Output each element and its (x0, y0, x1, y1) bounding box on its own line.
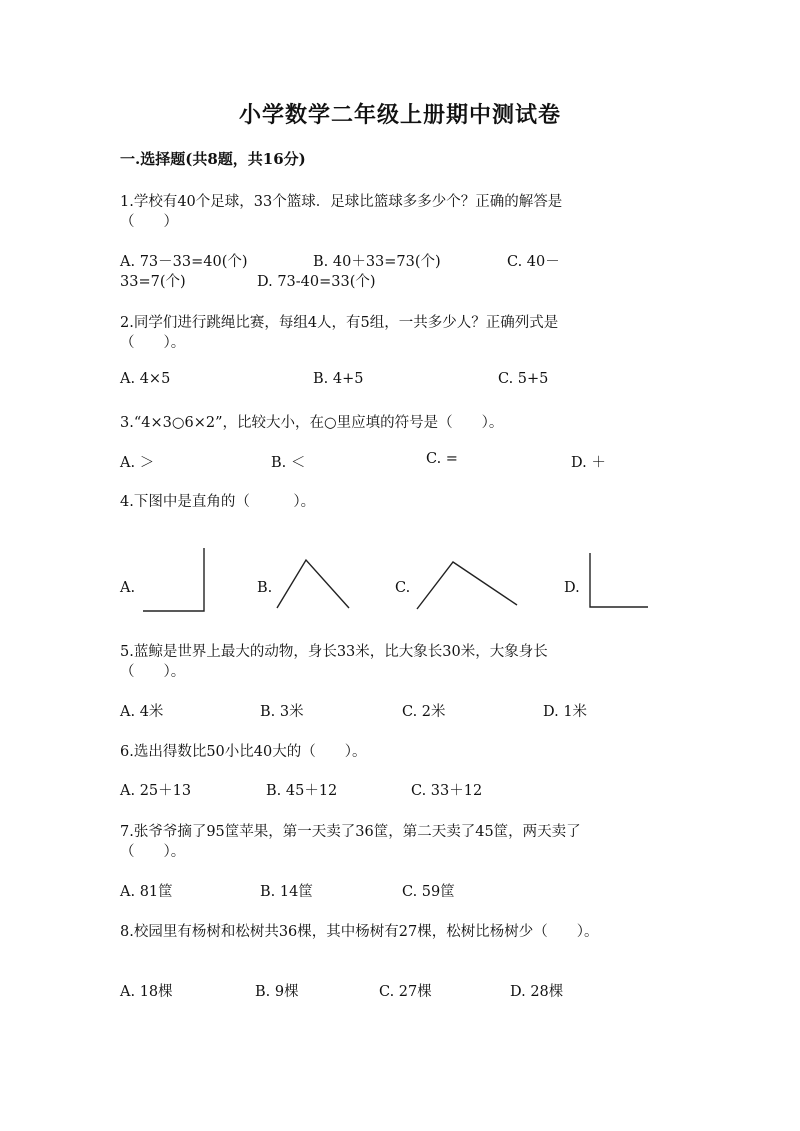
page-title: 小学数学二年级上册期中测试卷 (238, 102, 561, 128)
question-8-option-b: B. 9棵 (255, 984, 299, 1000)
question-7-text: 7.张爷爷摘了95筐苹果，第一天卖了36筐，第二天卖了45筐，两天卖了 (120, 824, 581, 840)
question-4-option-b: B. (257, 580, 273, 596)
question-2-blank: （ ）。 (120, 335, 186, 351)
question-3-option-d: D. ＋ (571, 455, 606, 471)
question-5-option-b: B. 3米 (260, 704, 304, 720)
question-5-blank: （ ）。 (120, 664, 186, 680)
question-1-option-b: B. 40＋33=73(个) (313, 254, 441, 270)
question-6-option-c: C. 33＋12 (411, 783, 483, 799)
angle-figure-b (272, 555, 354, 613)
question-2-option-c: C. 5+5 (498, 371, 549, 387)
question-5-text: 5.蓝鲸是世界上最大的动物，身长33米，比大象长30米，大象身长 (120, 644, 548, 660)
question-3-option-a: A. ＞ (120, 455, 155, 471)
question-3-option-b: B. ＜ (271, 455, 306, 471)
question-6-option-a: A. 25＋13 (120, 783, 192, 799)
question-8-option-d: D. 28棵 (510, 984, 564, 1000)
angle-figure-d (587, 550, 652, 612)
question-4-text: 4.下图中是直角的（ ）。 (120, 494, 316, 510)
question-8-text: 8.校园里有杨树和松树共36棵，其中杨树有27棵，松树比杨树少（ ）。 (120, 924, 599, 940)
question-7-option-a: A. 81筐 (120, 884, 173, 900)
angle-figure-c (412, 557, 522, 613)
question-2-option-b: B. 4+5 (313, 371, 364, 387)
question-7-option-b: B. 14筐 (260, 884, 313, 900)
section-heading: 一.选择题(共8题，共16分) (120, 150, 306, 168)
question-7-option-c: C. 59筐 (402, 884, 455, 900)
question-5-option-c: C. 2米 (402, 704, 446, 720)
question-8-option-c: C. 27棵 (379, 984, 432, 1000)
question-1-option-c-cont: 33=7(个) (120, 274, 186, 290)
question-1-option-d: D. 73-40=33(个) (257, 274, 376, 290)
question-1-blank: （ ） (120, 214, 178, 230)
question-4-option-a: A. (120, 580, 136, 596)
question-7-blank: （ ）。 (120, 844, 186, 860)
question-4-option-d: D. (564, 580, 580, 596)
question-6-option-b: B. 45＋12 (266, 783, 338, 799)
question-1-text: 1.学校有40个足球，33个篮球．足球比篮球多多少个？正确的解答是 (120, 194, 563, 210)
question-3-option-c: C. = (426, 451, 458, 467)
angle-figure-a (140, 545, 210, 615)
question-1-option-c: C. 40－ (507, 254, 560, 270)
question-5-option-a: A. 4米 (120, 704, 164, 720)
question-1-option-a: A. 73－33=40(个) (120, 254, 248, 270)
question-5-option-d: D. 1米 (543, 704, 588, 720)
question-2-text: 2.同学们进行跳绳比赛，每组4人，有5组，一共多少人？正确列式是 (120, 315, 559, 331)
question-6-text: 6.选出得数比50小比40大的（ ）。 (120, 744, 367, 760)
question-4-option-c: C. (395, 580, 411, 596)
question-3-text: 3.“4×3○6×2”，比较大小，在○里应填的符号是（ ）。 (120, 415, 504, 431)
question-2-option-a: A. 4×5 (120, 371, 171, 387)
question-8-option-a: A. 18棵 (120, 984, 173, 1000)
